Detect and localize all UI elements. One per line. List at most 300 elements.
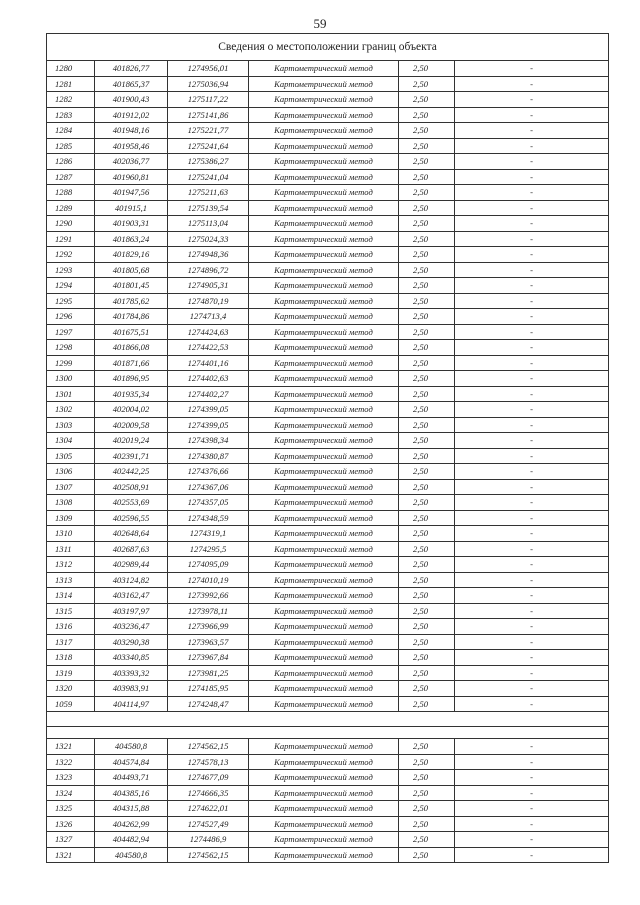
x-coordinate-cell: 402442,25 (95, 464, 168, 480)
accuracy-cell: 2,50 (399, 386, 455, 402)
method-cell: Картометрический метод (249, 231, 399, 247)
table-row (47, 650, 609, 666)
y-coordinate-cell: 1274622,01 (168, 801, 249, 817)
point-number-cell: 1293 (47, 262, 95, 278)
point-number-cell: 1309 (47, 510, 95, 526)
method-cell: Картометрический метод (249, 739, 399, 755)
x-coordinate-cell: 404493,71 (95, 770, 168, 786)
table-row (47, 231, 609, 247)
description-cell: - (455, 634, 609, 650)
method-cell: Картометрический метод (249, 340, 399, 356)
x-coordinate-cell: 401948,16 (95, 123, 168, 139)
method-cell: Картометрический метод (249, 123, 399, 139)
table-row (47, 247, 609, 263)
method-cell: Картометрический метод (249, 650, 399, 666)
method-cell: Картометрический метод (249, 107, 399, 123)
y-coordinate-cell: 1274319,1 (168, 526, 249, 542)
y-coordinate-cell: 1273978,11 (168, 603, 249, 619)
description-cell: - (455, 650, 609, 666)
table-title: Сведения о местоположении границ объекта (47, 34, 609, 61)
description-cell: - (455, 154, 609, 170)
table-row (47, 216, 609, 232)
x-coordinate-cell: 402036,77 (95, 154, 168, 170)
description-cell: - (455, 541, 609, 557)
y-coordinate-cell: 1273981,25 (168, 665, 249, 681)
accuracy-cell: 2,50 (399, 309, 455, 325)
accuracy-cell: 2,50 (399, 417, 455, 433)
point-number-cell: 1322 (47, 754, 95, 770)
x-coordinate-cell: 401866,08 (95, 340, 168, 356)
point-number-cell: 1284 (47, 123, 95, 139)
point-number-cell: 1059 (47, 696, 95, 712)
accuracy-cell: 2,50 (399, 739, 455, 755)
description-cell: - (455, 770, 609, 786)
point-number-cell: 1282 (47, 92, 95, 108)
table-row (47, 138, 609, 154)
accuracy-cell: 2,50 (399, 588, 455, 604)
point-number-cell: 1321 (47, 847, 95, 863)
x-coordinate-cell: 404574,84 (95, 754, 168, 770)
y-coordinate-cell: 1275386,27 (168, 154, 249, 170)
method-cell: Картометрический метод (249, 76, 399, 92)
point-number-cell: 1318 (47, 650, 95, 666)
table-row (47, 526, 609, 542)
table-row (47, 754, 609, 770)
point-number-cell: 1315 (47, 603, 95, 619)
method-cell: Картометрический метод (249, 526, 399, 542)
description-cell: - (455, 696, 609, 712)
y-coordinate-cell: 1274870,19 (168, 293, 249, 309)
method-cell: Картометрический метод (249, 696, 399, 712)
table-row (47, 107, 609, 123)
point-number-cell: 1303 (47, 417, 95, 433)
description-cell: - (455, 588, 609, 604)
x-coordinate-cell: 404580,8 (95, 847, 168, 863)
y-coordinate-cell: 1274357,05 (168, 495, 249, 511)
y-coordinate-cell: 1273967,84 (168, 650, 249, 666)
table-row (47, 262, 609, 278)
separator-row-cell (47, 727, 609, 739)
y-coordinate-cell: 1275139,54 (168, 200, 249, 216)
point-number-cell: 1312 (47, 557, 95, 573)
point-number-cell: 1298 (47, 340, 95, 356)
table-title-row (47, 34, 609, 61)
x-coordinate-cell: 402648,64 (95, 526, 168, 542)
method-cell: Картометрический метод (249, 324, 399, 340)
y-coordinate-cell: 1274666,35 (168, 785, 249, 801)
description-cell: - (455, 557, 609, 573)
method-cell: Картометрический метод (249, 293, 399, 309)
point-number-cell: 1294 (47, 278, 95, 294)
table-row (47, 541, 609, 557)
description-cell: - (455, 371, 609, 387)
accuracy-cell: 2,50 (399, 92, 455, 108)
description-cell: - (455, 603, 609, 619)
method-cell: Картометрический метод (249, 309, 399, 325)
accuracy-cell: 2,50 (399, 650, 455, 666)
table-row (47, 154, 609, 170)
point-number-cell: 1320 (47, 681, 95, 697)
y-coordinate-cell: 1275117,22 (168, 92, 249, 108)
accuracy-cell: 2,50 (399, 340, 455, 356)
accuracy-cell: 2,50 (399, 200, 455, 216)
point-number-cell: 1291 (47, 231, 95, 247)
point-number-cell: 1301 (47, 386, 95, 402)
method-cell: Картометрический метод (249, 510, 399, 526)
point-number-cell: 1292 (47, 247, 95, 263)
method-cell: Картометрический метод (249, 169, 399, 185)
accuracy-cell: 2,50 (399, 696, 455, 712)
method-cell: Картометрический метод (249, 665, 399, 681)
accuracy-cell: 2,50 (399, 754, 455, 770)
x-coordinate-cell: 402508,91 (95, 479, 168, 495)
point-number-cell: 1304 (47, 433, 95, 449)
y-coordinate-cell: 1274905,31 (168, 278, 249, 294)
x-coordinate-cell: 404114,97 (95, 696, 168, 712)
description-cell: - (455, 665, 609, 681)
accuracy-cell: 2,50 (399, 433, 455, 449)
description-cell: - (455, 433, 609, 449)
point-number-cell: 1326 (47, 816, 95, 832)
x-coordinate-cell: 401784,86 (95, 309, 168, 325)
table-row (47, 464, 609, 480)
description-cell: - (455, 417, 609, 433)
y-coordinate-cell: 1274896,72 (168, 262, 249, 278)
x-coordinate-cell: 401785,62 (95, 293, 168, 309)
description-cell: - (455, 262, 609, 278)
y-coordinate-cell: 1274527,49 (168, 816, 249, 832)
table-row (47, 832, 609, 848)
y-coordinate-cell: 1274402,27 (168, 386, 249, 402)
description-cell: - (455, 495, 609, 511)
method-cell: Картометрический метод (249, 588, 399, 604)
table-row (47, 402, 609, 418)
x-coordinate-cell: 402989,44 (95, 557, 168, 573)
y-coordinate-cell: 1274713,4 (168, 309, 249, 325)
accuracy-cell: 2,50 (399, 832, 455, 848)
point-number-cell: 1286 (47, 154, 95, 170)
accuracy-cell: 2,50 (399, 785, 455, 801)
description-cell: - (455, 107, 609, 123)
accuracy-cell: 2,50 (399, 665, 455, 681)
method-cell: Картометрический метод (249, 402, 399, 418)
point-number-cell: 1313 (47, 572, 95, 588)
method-cell: Картометрический метод (249, 417, 399, 433)
point-number-cell: 1289 (47, 200, 95, 216)
description-cell: - (455, 309, 609, 325)
x-coordinate-cell: 401912,02 (95, 107, 168, 123)
table-row (47, 169, 609, 185)
method-cell: Картометрический метод (249, 816, 399, 832)
x-coordinate-cell: 401960,81 (95, 169, 168, 185)
x-coordinate-cell: 401863,24 (95, 231, 168, 247)
x-coordinate-cell: 401947,56 (95, 185, 168, 201)
point-number-cell: 1297 (47, 324, 95, 340)
table-row (47, 510, 609, 526)
description-cell: - (455, 324, 609, 340)
table-row (47, 76, 609, 92)
method-cell: Картометрический метод (249, 634, 399, 650)
x-coordinate-cell: 403162,47 (95, 588, 168, 604)
y-coordinate-cell: 1275036,94 (168, 76, 249, 92)
accuracy-cell: 2,50 (399, 293, 455, 309)
accuracy-cell: 2,50 (399, 619, 455, 635)
boundary-table (46, 33, 609, 863)
method-cell: Картометрический метод (249, 262, 399, 278)
page-number: 59 (313, 16, 327, 31)
x-coordinate-cell: 403197,97 (95, 603, 168, 619)
y-coordinate-cell: 1274401,16 (168, 355, 249, 371)
y-coordinate-cell: 1274424,63 (168, 324, 249, 340)
table-row (47, 92, 609, 108)
description-cell: - (455, 138, 609, 154)
accuracy-cell: 2,50 (399, 510, 455, 526)
table-row (47, 386, 609, 402)
accuracy-cell: 2,50 (399, 801, 455, 817)
table-row (47, 847, 609, 863)
point-number-cell: 1310 (47, 526, 95, 542)
description-cell: - (455, 200, 609, 216)
x-coordinate-cell: 401900,43 (95, 92, 168, 108)
x-coordinate-cell: 403236,47 (95, 619, 168, 635)
method-cell: Картометрический метод (249, 847, 399, 863)
point-number-cell: 1288 (47, 185, 95, 201)
method-cell: Картометрический метод (249, 572, 399, 588)
accuracy-cell: 2,50 (399, 123, 455, 139)
table-row (47, 665, 609, 681)
accuracy-cell: 2,50 (399, 479, 455, 495)
accuracy-cell: 2,50 (399, 76, 455, 92)
table-row (47, 340, 609, 356)
accuracy-cell: 2,50 (399, 169, 455, 185)
method-cell: Картометрический метод (249, 200, 399, 216)
accuracy-cell: 2,50 (399, 262, 455, 278)
x-coordinate-cell: 403393,32 (95, 665, 168, 681)
accuracy-cell: 2,50 (399, 138, 455, 154)
x-coordinate-cell: 401896,95 (95, 371, 168, 387)
description-cell: - (455, 681, 609, 697)
y-coordinate-cell: 1274376,66 (168, 464, 249, 480)
y-coordinate-cell: 1274422,53 (168, 340, 249, 356)
method-cell: Картометрический метод (249, 495, 399, 511)
table-row (47, 185, 609, 201)
accuracy-cell: 2,50 (399, 634, 455, 650)
description-cell: - (455, 847, 609, 863)
accuracy-cell: 2,50 (399, 541, 455, 557)
x-coordinate-cell: 401801,45 (95, 278, 168, 294)
method-cell: Картометрический метод (249, 154, 399, 170)
y-coordinate-cell: 1274398,34 (168, 433, 249, 449)
method-cell: Картометрический метод (249, 386, 399, 402)
y-coordinate-cell: 1275241,04 (168, 169, 249, 185)
method-cell: Картометрический метод (249, 61, 399, 77)
y-coordinate-cell: 1274295,5 (168, 541, 249, 557)
accuracy-cell: 2,50 (399, 278, 455, 294)
y-coordinate-cell: 1274248,47 (168, 696, 249, 712)
x-coordinate-cell: 404262,99 (95, 816, 168, 832)
x-coordinate-cell: 401805,68 (95, 262, 168, 278)
table-row (47, 371, 609, 387)
method-cell: Картометрический метод (249, 247, 399, 263)
blank-row (47, 712, 609, 727)
method-cell: Картометрический метод (249, 754, 399, 770)
y-coordinate-cell: 1275221,77 (168, 123, 249, 139)
y-coordinate-cell: 1274399,05 (168, 402, 249, 418)
y-coordinate-cell: 1274677,09 (168, 770, 249, 786)
table-row (47, 603, 609, 619)
point-number-cell: 1319 (47, 665, 95, 681)
accuracy-cell: 2,50 (399, 61, 455, 77)
method-cell: Картометрический метод (249, 832, 399, 848)
point-number-cell: 1307 (47, 479, 95, 495)
x-coordinate-cell: 402553,69 (95, 495, 168, 511)
table-row (47, 770, 609, 786)
method-cell: Картометрический метод (249, 801, 399, 817)
y-coordinate-cell: 1274380,87 (168, 448, 249, 464)
table-row (47, 479, 609, 495)
y-coordinate-cell: 1274402,63 (168, 371, 249, 387)
x-coordinate-cell: 401675,51 (95, 324, 168, 340)
method-cell: Картометрический метод (249, 185, 399, 201)
x-coordinate-cell: 402009,58 (95, 417, 168, 433)
y-coordinate-cell: 1274095,09 (168, 557, 249, 573)
table-row (47, 572, 609, 588)
description-cell: - (455, 832, 609, 848)
table-row (47, 696, 609, 712)
x-coordinate-cell: 402596,55 (95, 510, 168, 526)
y-coordinate-cell: 1274948,36 (168, 247, 249, 263)
blank-row-cell (47, 712, 609, 727)
description-cell: - (455, 754, 609, 770)
accuracy-cell: 2,50 (399, 770, 455, 786)
accuracy-cell: 2,50 (399, 185, 455, 201)
x-coordinate-cell: 401865,37 (95, 76, 168, 92)
description-cell: - (455, 739, 609, 755)
accuracy-cell: 2,50 (399, 231, 455, 247)
y-coordinate-cell: 1275024,33 (168, 231, 249, 247)
accuracy-cell: 2,50 (399, 681, 455, 697)
description-cell: - (455, 619, 609, 635)
description-cell: - (455, 278, 609, 294)
description-cell: - (455, 123, 609, 139)
table-row (47, 619, 609, 635)
table-row (47, 801, 609, 817)
method-cell: Картометрический метод (249, 355, 399, 371)
boundary-table-container (46, 33, 608, 863)
description-cell: - (455, 510, 609, 526)
table-row (47, 200, 609, 216)
method-cell: Картометрический метод (249, 479, 399, 495)
point-number-cell: 1327 (47, 832, 95, 848)
table-row (47, 448, 609, 464)
description-cell: - (455, 816, 609, 832)
method-cell: Картометрический метод (249, 681, 399, 697)
x-coordinate-cell: 402391,71 (95, 448, 168, 464)
y-coordinate-cell: 1274562,15 (168, 739, 249, 755)
accuracy-cell: 2,50 (399, 154, 455, 170)
point-number-cell: 1305 (47, 448, 95, 464)
y-coordinate-cell: 1274486,9 (168, 832, 249, 848)
method-cell: Картометрический метод (249, 92, 399, 108)
table-row (47, 557, 609, 573)
point-number-cell: 1325 (47, 801, 95, 817)
point-number-cell: 1316 (47, 619, 95, 635)
description-cell: - (455, 386, 609, 402)
table-row (47, 324, 609, 340)
table-row (47, 433, 609, 449)
method-cell: Картометрический метод (249, 557, 399, 573)
x-coordinate-cell: 402019,24 (95, 433, 168, 449)
description-cell: - (455, 169, 609, 185)
y-coordinate-cell: 1275241,64 (168, 138, 249, 154)
y-coordinate-cell: 1274010,19 (168, 572, 249, 588)
separator-row (47, 727, 609, 739)
y-coordinate-cell: 1273963,57 (168, 634, 249, 650)
method-cell: Картометрический метод (249, 448, 399, 464)
table-row (47, 61, 609, 77)
description-cell: - (455, 340, 609, 356)
y-coordinate-cell: 1275141,86 (168, 107, 249, 123)
description-cell: - (455, 185, 609, 201)
x-coordinate-cell: 401935,34 (95, 386, 168, 402)
table-row (47, 739, 609, 755)
point-number-cell: 1299 (47, 355, 95, 371)
method-cell: Картометрический метод (249, 464, 399, 480)
point-number-cell: 1308 (47, 495, 95, 511)
description-cell: - (455, 92, 609, 108)
accuracy-cell: 2,50 (399, 464, 455, 480)
description-cell: - (455, 464, 609, 480)
table-row (47, 278, 609, 294)
description-cell: - (455, 448, 609, 464)
point-number-cell: 1314 (47, 588, 95, 604)
description-cell: - (455, 402, 609, 418)
description-cell: - (455, 355, 609, 371)
table-row (47, 681, 609, 697)
x-coordinate-cell: 401871,66 (95, 355, 168, 371)
point-number-cell: 1280 (47, 61, 95, 77)
table-row (47, 634, 609, 650)
method-cell: Картометрический метод (249, 433, 399, 449)
table-row (47, 495, 609, 511)
description-cell: - (455, 572, 609, 588)
description-cell: - (455, 216, 609, 232)
description-cell: - (455, 801, 609, 817)
y-coordinate-cell: 1275113,04 (168, 216, 249, 232)
table-row (47, 785, 609, 801)
y-coordinate-cell: 1273992,66 (168, 588, 249, 604)
y-coordinate-cell: 1274185,95 (168, 681, 249, 697)
method-cell: Картометрический метод (249, 138, 399, 154)
x-coordinate-cell: 404482,94 (95, 832, 168, 848)
method-cell: Картометрический метод (249, 603, 399, 619)
table-row (47, 123, 609, 139)
table-row (47, 293, 609, 309)
x-coordinate-cell: 404385,16 (95, 785, 168, 801)
method-cell: Картометрический метод (249, 541, 399, 557)
x-coordinate-cell: 401826,77 (95, 61, 168, 77)
point-number-cell: 1290 (47, 216, 95, 232)
point-number-cell: 1300 (47, 371, 95, 387)
y-coordinate-cell: 1274562,15 (168, 847, 249, 863)
point-number-cell: 1295 (47, 293, 95, 309)
x-coordinate-cell: 403983,91 (95, 681, 168, 697)
x-coordinate-cell: 401829,16 (95, 247, 168, 263)
description-cell: - (455, 231, 609, 247)
x-coordinate-cell: 401903,31 (95, 216, 168, 232)
accuracy-cell: 2,50 (399, 371, 455, 387)
x-coordinate-cell: 403340,85 (95, 650, 168, 666)
